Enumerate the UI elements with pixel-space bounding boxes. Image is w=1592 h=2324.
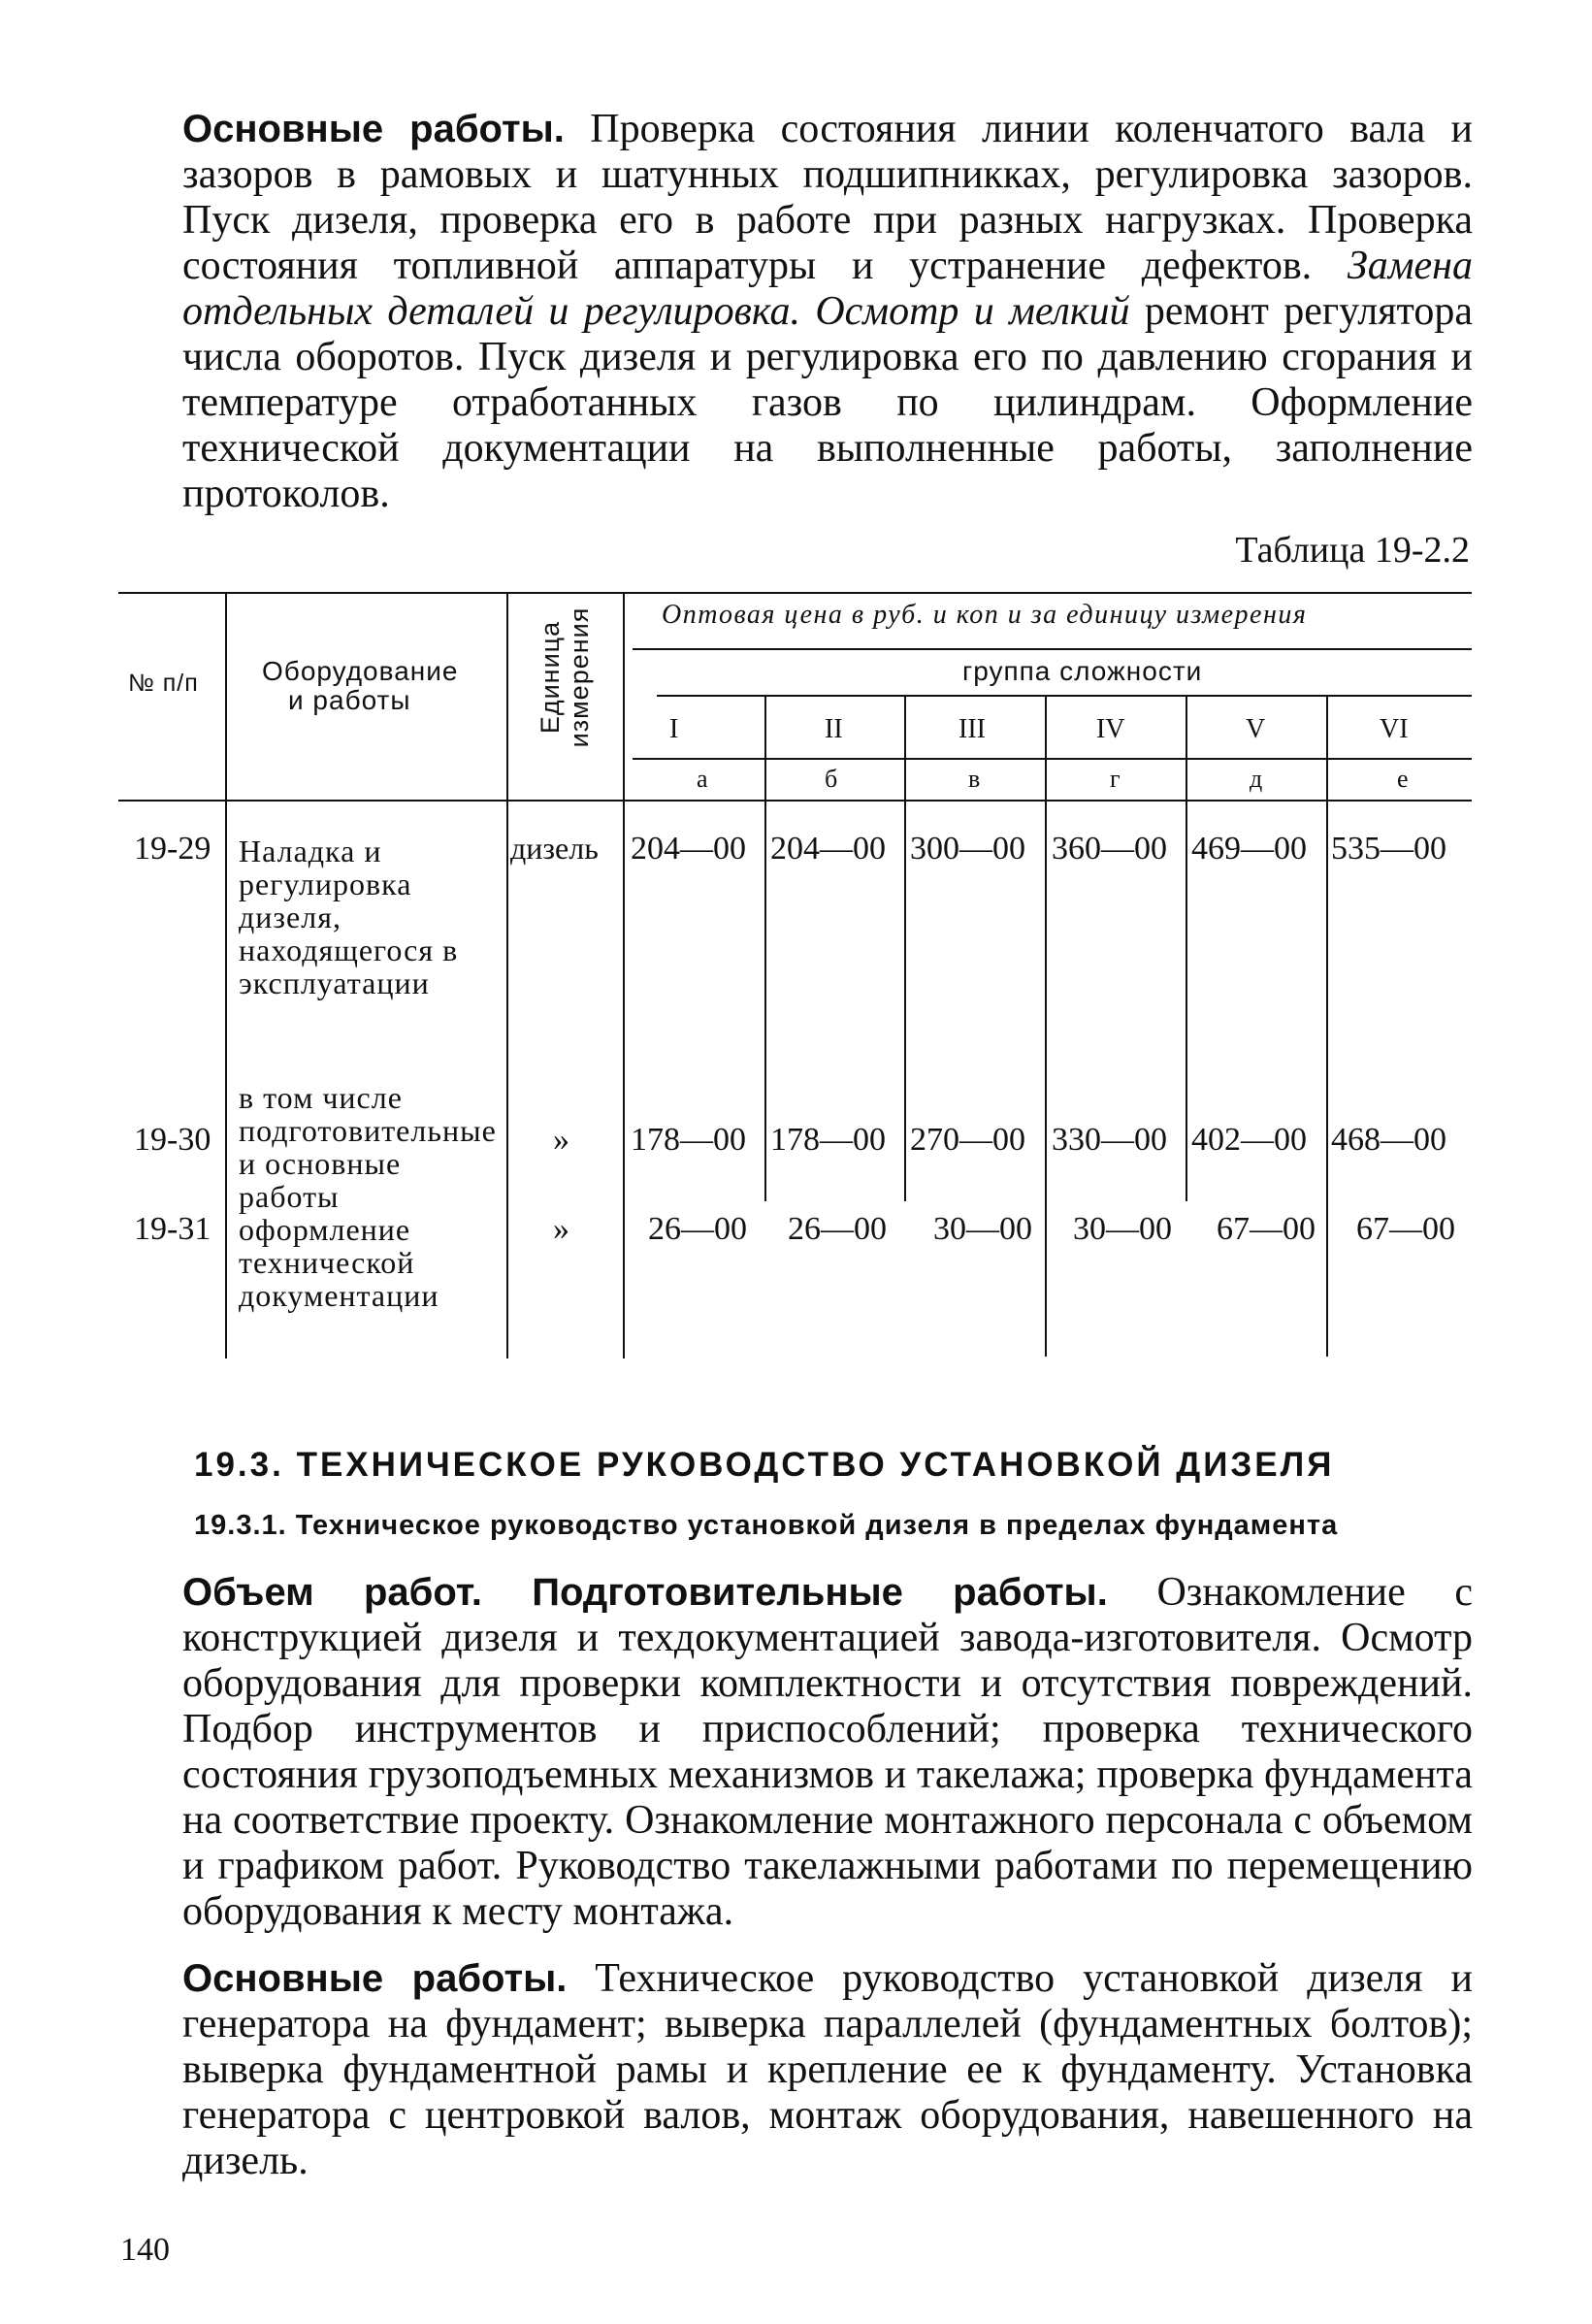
table-header-rule <box>633 648 1472 650</box>
paragraph-lead: Основные работы. <box>182 108 565 150</box>
paragraph-scope-of-work <box>182 1570 1473 1935</box>
row-work-description: в том числе подготовительные и основные работы <box>239 1080 497 1214</box>
paragraph-text: Техническое руководство установкой дизеля и генератора на фундамент; выверка параллелей (фундаментных болтов); выверка фундаментной рамы и крепление ее к фундаменту. Установка генератора с центровкой валов, монтаж оборудования, навешенного на дизель. <box>182 1956 1473 2183</box>
table-header-rule <box>657 695 1472 697</box>
paragraph-text: Ознакомление с конструкцией дизеля и техдокументацией завода-изготовителя. Осмотр оборудования для проверки комплектности и отсутствия повреждений. Подбор инструментов и приспособлений; проверка технического состояния грузоподъемных механизмов и такелажа; проверка фундамента на соответствие проекту. Ознакомление монтажного персонала с объемом и графиком работ. Руководство такелажными работами по перемещению оборудования к месту монтажа. <box>182 1570 1473 1934</box>
row-price: 204—00 <box>770 831 886 867</box>
row-work-description: Наладка и регулировка дизеля, находящегося в эксплуатации <box>239 834 459 1000</box>
group-label: II <box>825 714 843 744</box>
group-label: IV <box>1096 714 1125 744</box>
row-price: 30—00 <box>933 1211 1032 1247</box>
header-unit-line: измерения <box>565 606 594 748</box>
column-letter: в <box>968 765 981 793</box>
row-price: 26—00 <box>788 1211 887 1247</box>
table-column-rule <box>506 592 508 1358</box>
table-column-rule <box>764 697 766 1201</box>
table-column-rule <box>1045 697 1047 1357</box>
row-work-description: оформление технической документации <box>239 1212 439 1313</box>
paragraph-main-works-2 <box>182 1956 1473 2184</box>
group-label: V <box>1246 714 1266 744</box>
row-unit: дизель <box>510 831 599 866</box>
column-letter: б <box>825 765 838 793</box>
table-column-rule <box>904 697 906 1201</box>
row-price: 67—00 <box>1217 1211 1316 1247</box>
group-label: VI <box>1380 714 1409 744</box>
header-complexity-group: группа сложности <box>962 656 1203 686</box>
header-price: Оптовая цена в руб. и коп и за единицу измерения <box>662 600 1308 630</box>
row-number: 19-31 <box>134 1211 211 1247</box>
row-price: 535—00 <box>1331 831 1446 867</box>
table-header-rule <box>633 758 1472 760</box>
paragraph-main-works <box>182 107 1473 517</box>
row-price: 67—00 <box>1356 1211 1455 1247</box>
row-price: 300—00 <box>910 831 1025 867</box>
row-unit: » <box>553 1122 569 1158</box>
row-price: 178—00 <box>631 1122 746 1158</box>
column-letter: а <box>697 765 708 793</box>
table-caption: Таблица 19-2.2 <box>1235 530 1470 571</box>
page-number: 140 <box>120 2232 170 2268</box>
column-letter: е <box>1397 765 1409 793</box>
table-column-rule <box>623 592 625 1358</box>
row-number: 19-30 <box>134 1122 211 1158</box>
table-header-bottom-rule <box>118 800 1472 802</box>
row-price: 270—00 <box>910 1122 1025 1158</box>
row-price: 469—00 <box>1191 831 1307 867</box>
header-equipment: и работы <box>288 685 411 715</box>
header-number: № п/п <box>128 670 199 697</box>
row-unit: » <box>553 1211 569 1247</box>
section-title: 19.3. ТЕХНИЧЕСКОЕ РУКОВОДСТВО УСТАНОВКОЙ ДИЗЕЛЯ <box>194 1446 1335 1484</box>
row-price: 204—00 <box>631 831 746 867</box>
header-unit <box>536 590 594 765</box>
row-price: 30—00 <box>1073 1211 1172 1247</box>
paragraph-text: ремонт регулятора числа оборотов. Пуск дизеля и регулировка его по давлению сгорания и температуре отработанных газов по цилиндрам. Оформление технической документации на выполненные работы, заполнение протоколов. <box>182 289 1473 516</box>
table-column-rule <box>225 592 227 1358</box>
paragraph-italic-text: Замена отдельных деталей и регулировка. Осмотр и мелкий <box>182 244 1473 334</box>
row-price: 360—00 <box>1052 831 1167 867</box>
row-number: 19-29 <box>134 831 211 867</box>
paragraph-lead: Основные работы. <box>182 1957 568 2000</box>
row-price: 330—00 <box>1052 1122 1167 1158</box>
table-column-rule <box>1186 697 1187 1201</box>
row-price: 402—00 <box>1191 1122 1307 1158</box>
column-letter: г <box>1110 765 1121 793</box>
paragraph-lead: Объем работ. Подготовительные работы. <box>182 1571 1108 1614</box>
column-letter: д <box>1250 765 1263 793</box>
price-table <box>118 580 1472 1357</box>
subsection-title: 19.3.1. Техническое руководство установкой дизеля в пределах фундамента <box>194 1510 1339 1541</box>
row-price: 178—00 <box>770 1122 886 1158</box>
table-column-rule <box>1326 697 1328 1357</box>
header-unit-line: Единица <box>536 620 565 735</box>
paragraph-text: Проверка состояния линии коленчатого вала и зазоров в рамовых и шатунных подшипникках, регулировка зазоров. Пуск дизеля, проверка его в работе при разных нагрузках. Проверка состояния топливной аппаратуры и устранение дефектов. <box>182 107 1473 288</box>
group-label: I <box>669 714 679 744</box>
row-price: 468—00 <box>1331 1122 1446 1158</box>
row-price: 26—00 <box>648 1211 747 1247</box>
group-label: III <box>958 714 986 744</box>
table-top-rule <box>118 592 1472 594</box>
header-equipment: Оборудование <box>262 656 459 686</box>
